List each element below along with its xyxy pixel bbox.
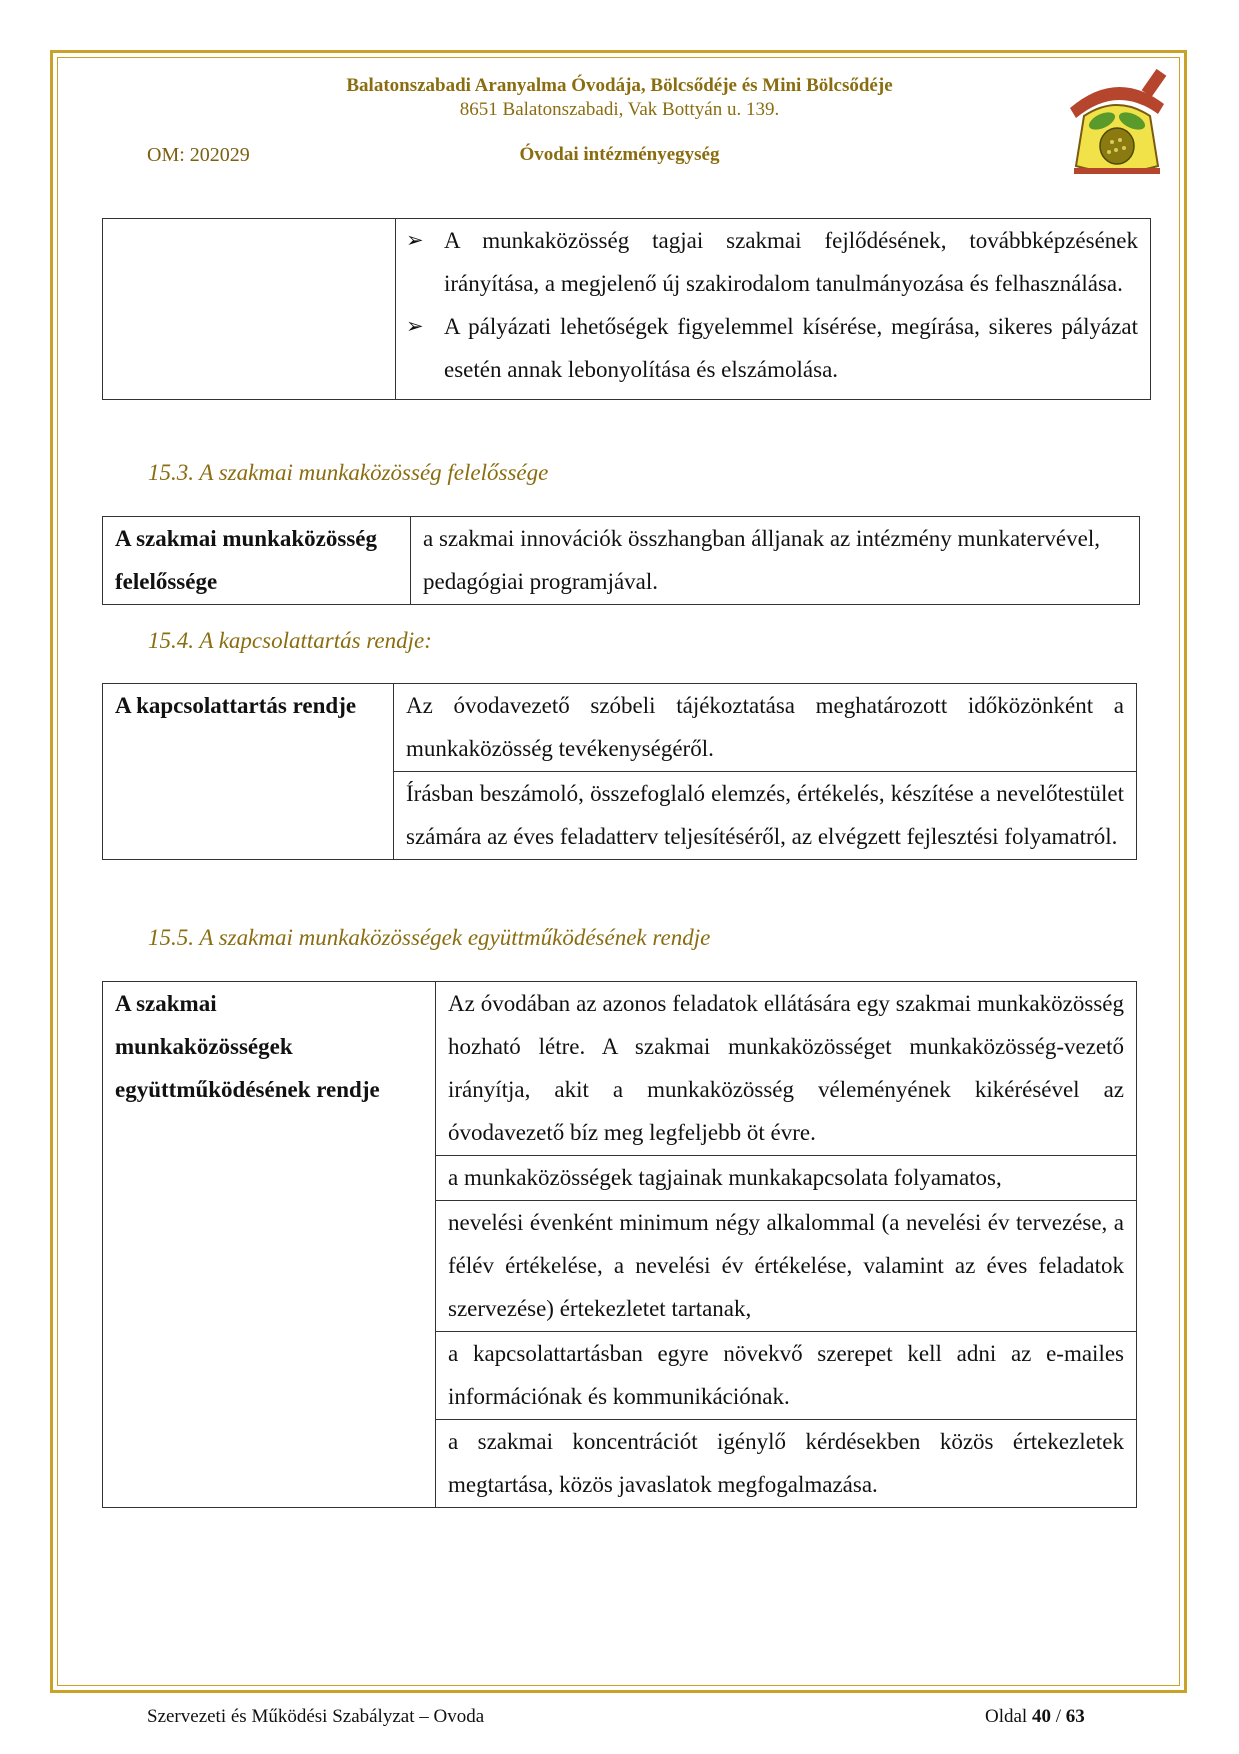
section-heading-15-5: 15.5. A szakmai munkaközösségek együttműködésének rendje [148, 925, 711, 950]
table-empty-cell [103, 219, 396, 400]
list-item: ➢ A pályázati lehetőségek figyelemmel kísérése, megírása, sikeres pályázat esetén annak lebonyolítása és elszámolása. [406, 305, 1138, 391]
section-heading-15-3: 15.3. A szakmai munkaközösség felelőssége [148, 460, 549, 485]
table-content-cell: Az óvodavezető szóbeli tájékoztatása meghatározott időközönként a munkaközösség tevékenységéről. [394, 684, 1137, 772]
table-15-5 [102, 981, 1137, 1508]
page-current: 40 [1031, 1706, 1051, 1727]
page-number [985, 1706, 1085, 1728]
table-content-cell: a szakmai innovációk összhangban álljanak az intézmény munkatervével, pedagógiai programjával. [411, 517, 1140, 605]
table-content-cell: a munkaközösségek tagjainak munkakapcsolata folyamatos, [436, 1156, 1137, 1201]
section-heading-15-4: 15.4. A kapcsolattartás rendje: [148, 628, 432, 653]
table-content-cell: Írásban beszámoló, összefoglaló elemzés, értékelés, készítése a nevelőtestület számára az éves feladatterv teljesítéséről, az elvégzett fejlesztési folyamatról. [394, 772, 1137, 860]
footer-title: Szervezeti és Működési Szabályzat – Ovoda [147, 1706, 485, 1727]
page-total: 63 [1065, 1706, 1085, 1727]
table-content-cell: Az óvodában az azonos feladatok ellátására egy szakmai munkaközösség hozható létre. A szakmai munkaközösséget munkaközösség-vezető irányítja, akit a munkaközösség véleményének kikérésével az óvodavezető bíz meg legfeljebb öt évre. [436, 982, 1137, 1156]
page-prefix: Oldal [985, 1706, 1028, 1727]
institution-name: Balatonszabadi Aranyalma Óvodája, Bölcsődéje és Mini Bölcsődéje [346, 75, 893, 96]
list-item: ➢ A munkaközösség tagjai szakmai fejlődésének, továbbképzésének irányítása, a megjelenő új szakirodalom tanulmányozása és felhasználása. [406, 219, 1138, 305]
table-content-cell: a szakmai koncentrációt igénylő kérdésekben közös értekezletek megtartása, közös javaslatok megfogalmazása. [436, 1420, 1137, 1508]
unit-name: Óvodai intézményegység [519, 144, 720, 165]
table-continued [102, 218, 1151, 400]
table-15-4 [102, 683, 1137, 860]
apple-bell-logo-icon [1062, 66, 1172, 184]
table-content-cell: nevelési évenként minimum négy alkalommal (a nevelési év tervezése, a félév értékelése, a nevelési év értékelése, valamint az éves feladatok szervezése) értekezletet tartanak, [436, 1201, 1137, 1332]
table-15-3 [102, 516, 1140, 605]
institution-address: 8651 Balatonszabadi, Vak Bottyán u. 139. [459, 99, 780, 120]
page-separator: / [1055, 1706, 1061, 1727]
table-label-cell: A szakmai munkaközösség felelőssége [103, 517, 411, 605]
table-content-cell: a kapcsolattartásban egyre növekvő szerepet kell adni az e-mailes információnak és kommunikációnak. [436, 1332, 1137, 1420]
arrow-bullet-icon: ➢ [406, 228, 424, 252]
table-bullets-cell [396, 219, 1151, 400]
om-number: OM: 202029 [147, 144, 250, 166]
table-label-cell: A szakmai munkaközösségek együttműködésének rendje [103, 982, 436, 1508]
arrow-bullet-icon: ➢ [406, 314, 424, 338]
table-label-cell: A kapcsolattartás rendje [103, 684, 394, 860]
